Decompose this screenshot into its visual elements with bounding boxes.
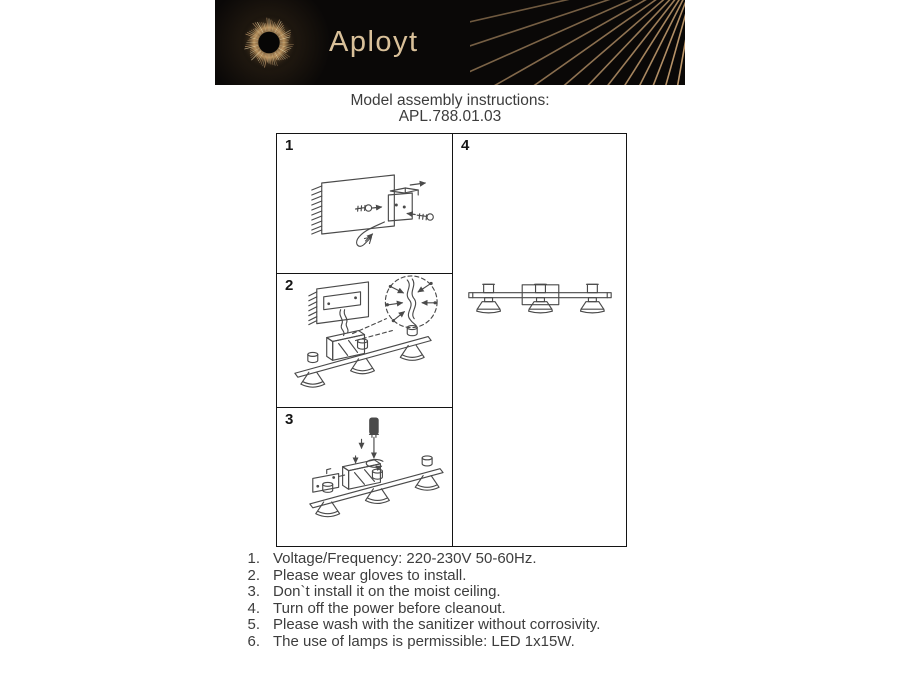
step-number-4: 4 (461, 137, 470, 154)
step-4-illustration (453, 134, 626, 546)
item-text: Don`t install it on the moist ceiling. (273, 583, 501, 601)
brand-banner (215, 0, 685, 85)
step-panel-1 (277, 134, 452, 273)
steps-left-column (277, 134, 453, 546)
instruction-item (234, 551, 600, 568)
item-text: Please wear gloves to install. (273, 566, 467, 584)
model-number: APL.788.01.03 (398, 108, 502, 125)
step-panel-3 (277, 407, 452, 546)
fan-rays-icon (470, 0, 685, 85)
item-text: Turn off the power before cleanout. (273, 599, 506, 617)
item-text: The use of lamps is permissible: LED 1x15W. (273, 632, 575, 650)
instruction-item (234, 568, 600, 585)
step-number-3: 3 (285, 411, 294, 428)
step-number-2: 2 (285, 277, 294, 294)
step-panel-2 (277, 273, 452, 407)
title-block (0, 92, 900, 125)
instruction-list (234, 551, 600, 651)
item-text: Please wash with the sanitizer without corrosivity. (273, 616, 601, 634)
item-number: 2. (247, 566, 260, 584)
instruction-item (234, 617, 600, 634)
item-number: 6. (247, 632, 260, 650)
assembly-steps-grid (276, 133, 627, 547)
step-1-illustration (277, 134, 452, 273)
item-number: 1. (247, 550, 260, 567)
item-number: 4. (247, 599, 260, 617)
step-panel-4 (453, 134, 626, 546)
step-2-illustration (277, 274, 452, 407)
item-text: Voltage/Frequency: 220-230V 50-60Hz. (273, 550, 537, 567)
item-number: 5. (247, 616, 260, 634)
brand-name: Aployt (329, 26, 419, 58)
item-number: 3. (247, 583, 260, 601)
sunburst-logo-icon (224, 0, 314, 85)
step-number-1: 1 (285, 137, 294, 154)
instruction-item (234, 634, 600, 651)
page-title: Model assembly instructions: (350, 92, 550, 109)
step-3-illustration (277, 408, 452, 546)
instruction-item (234, 601, 600, 618)
instruction-item (234, 584, 600, 601)
